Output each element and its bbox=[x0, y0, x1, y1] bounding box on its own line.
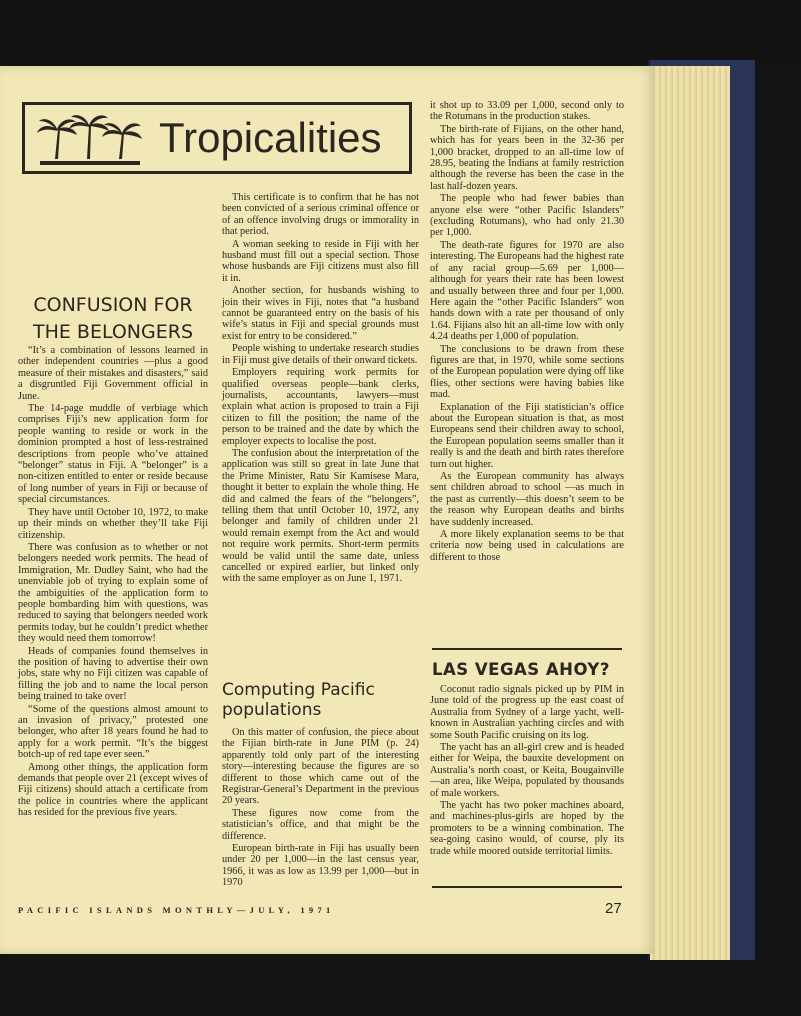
column-3-lower bbox=[430, 684, 624, 858]
paragraph: it shot up to 33.09 per 1,000, second only to the Rotumans in the production stakes. bbox=[430, 100, 624, 123]
paragraph: The people who had fewer babies than anyone else were “other Pacific Islanders” (excluding Rotumans), who had only 21.30 per 1,000. bbox=[430, 193, 624, 239]
column-2-lower bbox=[222, 727, 419, 890]
headline-computing bbox=[222, 680, 419, 720]
palm-trees-icon bbox=[35, 109, 145, 167]
headline-confusion bbox=[18, 292, 208, 346]
column-2 bbox=[222, 192, 419, 586]
headline-line: THE BELONGERS bbox=[32, 321, 194, 343]
paragraph: A more likely explanation seems to be that criteria now being used in calculations are different to those bbox=[430, 529, 624, 563]
column-1 bbox=[18, 345, 208, 820]
headline-line: CONFUSION FOR bbox=[33, 294, 193, 316]
column-3 bbox=[430, 100, 624, 564]
paragraph: Employers requiring work permits for qualified overseas people—bank clerks, journalists, accountants, lawyers—must explain what action is proposed to train a Fiji citizen to fill the position; the name of the person to be trained and the date by which the employer expects to localise the post. bbox=[222, 367, 419, 447]
paragraph: They have until October 10, 1972, to make up their minds on whether they’ll take Fiji citizenship. bbox=[18, 506, 208, 541]
paragraph: European birth-rate in Fiji has usually been under 20 per 1,000—in the last census year, 1966, it was as low as 13.99 per 1,000—but in 1970 bbox=[222, 843, 419, 889]
paragraph: This certificate is to confirm that he has not been convicted of a serious criminal offence or of an offence involving drugs or immorality in that period. bbox=[222, 192, 419, 238]
paragraph: The confusion about the interpretation of the application was still so great in late June that the Prime Minister, Ratu Sir Kamisese Mara, thought it better to explain the whole thing. He did and calmed the fears of the “belongers”, telling them that until October 10, 1972, any belonger and family of children under 21 would remain exempt from the Act and would not require work permits. Short-term permits would be valid until the same date, unless cancelled or expired earlier, but linked only with the same employer as on June 1, 1971. bbox=[222, 447, 419, 585]
paragraph: The 14-page muddle of verbiage which comprises Fiji’s new application form for people wanting to reside or work in the dominion prompted a host of less-restrained descriptions from people who’ve attained “belonger” status in Fiji. A “belonger” is a non-citizen entitled to enter or reside because of long number of years in Fiji or because of special circumstances. bbox=[18, 403, 208, 506]
paragraph: Explanation of the Fiji statistician’s office about the European situation is that, as most Europeans send their children away to school, the European population seems smaller than it really is and the death and birth rates therefore turn out higher. bbox=[430, 401, 624, 470]
paragraph: The yacht has an all-girl crew and is headed either for Weipa, the bauxite development on Australia’s north coast, or Keita, Bougainville—an area, like Weipa, populated by thousands of male workers. bbox=[430, 742, 624, 799]
paragraph: There was confusion as to whether or not belongers needed work permits. The head of Immigration, Mr. Dudley Saint, who had the unenviable job of trying to explain some of the ambiguities of the application form to people bombarding him with questions, was reduced to saying that belongers needed work permits today, but he couldn’t predict whether they would need them tomorrow! bbox=[18, 541, 208, 645]
paragraph: “Some of the questions almost amount to an invasion of privacy,” protested one belonger, who after 18 years found he had to apply for a work permit. “It’s the biggest botch-up of red tape ever seen.” bbox=[18, 703, 208, 761]
paragraph: The yacht has two poker machines aboard, and machines-plus-girls are hoped by the promoters to be a winning combination. The sea-going casino would, of course, ply its trade while moored outside territorial limits. bbox=[430, 800, 624, 857]
page-number: 27 bbox=[605, 900, 622, 917]
paragraph: Another section, for husbands wishing to join their wives in Fiji, notes that “a husband cannot be guaranteed entry on the basis of his wife’s status in Fiji and special grounds must exist for entry to be considered.” bbox=[222, 285, 419, 342]
paragraph: The death-rate figures for 1970 are also interesting. The Europeans had the highest rate of any racial group—5.69 per 1,000—although for years their rate has been lowest and usually between three and four per 1,000. Here again the “other Pacific Islanders” won hands down with a rate per thousand of only 1.64. Fijians also hit an all-time low with only 4.24 deaths per 1,000 of population. bbox=[430, 239, 624, 343]
banner-title: Tropicalities bbox=[159, 114, 382, 161]
paragraph: Heads of companies found themselves in the position of having to advertise their own jobs, state why no Fiji citizen was capable of filling the job and to name the local person being trained to take over! bbox=[18, 645, 208, 703]
headline-las-vegas: LAS VEGAS AHOY? bbox=[432, 660, 610, 679]
bottom-rule bbox=[432, 886, 622, 888]
background-bottom bbox=[0, 960, 801, 1016]
paragraph: “It’s a combination of lessons learned in other independent countries —plus a good measure of their mistakes and disasters,” said a disgruntled Fiji Government official in June. bbox=[18, 345, 208, 402]
section-rule bbox=[432, 648, 622, 650]
headline-line: Computing Pacific bbox=[222, 680, 375, 700]
paragraph: The conclusions to be drawn from these figures are that, in 1970, while some sections of the European population were dying off like flies, other sections were having babies like mad. bbox=[430, 343, 624, 401]
paragraph: The birth-rate of Fijians, on the other hand, which has for years been in the 32-36 per 1,000 bracket, dropped to an all-time low of 28.95, beating the Indians at family restriction although the reverse has been the case in the last half-dozen years. bbox=[430, 123, 624, 192]
paragraph: A woman seeking to reside in Fiji with her husband must fill out a special section. Those whose husbands are Fiji citizens must also fill it in. bbox=[222, 238, 419, 284]
paragraph: Among other things, the application form demands that people over 21 (except wives of Fiji citizens) should attach a certificate from the police in countries where the applicant has resided for the previous five years. bbox=[18, 761, 208, 819]
paragraph: On this matter of confusion, the piece about the Fijian birth-rate in June PIM (p. 24) apparently told only part of the interesting story—interesting because the figures are so different to those which came out of the Registrar-General’s Department in the previous 20 years. bbox=[222, 727, 419, 807]
section-banner bbox=[22, 102, 412, 174]
headline-line: populations bbox=[222, 700, 322, 720]
footer-publication: PACIFIC ISLANDS MONTHLY—JULY, 1971 bbox=[18, 905, 335, 915]
paragraph: These figures now come from the statistician’s office, and that might be the difference. bbox=[222, 807, 419, 842]
paragraph: As the European community has always sent children abroad to school —as much in the past as currently—this doesn’t seem to be the reason why European deaths and births have suddenly increased. bbox=[430, 471, 624, 528]
paragraph: Coconut radio signals picked up by PIM in June told of the progress up the east coast of Australia from Sydney of a large yacht, well-known in Australian yachting circles and with some South Pacific cruising on its log. bbox=[430, 684, 624, 741]
page-edges bbox=[650, 66, 730, 961]
paragraph: People wishing to undertake research studies in Fiji must give details of their onward tickets. bbox=[222, 343, 419, 366]
background-top bbox=[0, 0, 801, 62]
